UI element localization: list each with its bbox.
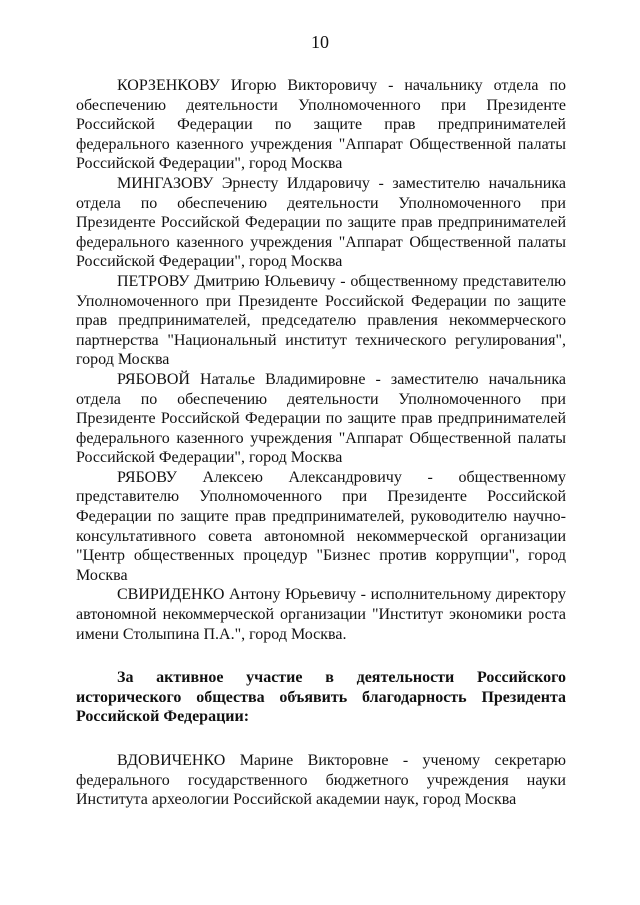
award-paragraph-petrov: ПЕТРОВУ Дмитрию Юльевичу - общественному представителю Уполномоченного при Президенте Российской Федерации по защите прав предпринимателей, председателю правления некоммерческого партнерства "Национальный институт технического регулирования", город Москва — [76, 272, 566, 369]
award-paragraph-ryabov: РЯБОВУ Алексею Александровичу - общественному представителю Уполномоченного при Президенте Российской Федерации по защите прав предпринимателей, руководителю научно-консультативного совета автономной некоммерческой организации "Центр общественных процедур "Бизнес против коррупции", город Москва — [76, 468, 566, 584]
award-paragraph-sviridenko: СВИРИДЕНКО Антону Юрьевичу - исполнительному директору автономной некоммерческой организации "Институт экономики роста имени Столыпина П.А.", город Москва. — [76, 586, 566, 643]
award-paragraph-vdovichenko: ВДОВИЧЕНКО Марине Викторовне - ученому секретарю федерального государственного бюджетного учреждения науки Института археологии Российской академии наук, город Москва — [76, 752, 566, 809]
section-heading: За активное участие в деятельности Российского исторического общества объявить благодарность Президента Российской Федерации: — [76, 669, 566, 726]
document-body — [76, 76, 566, 810]
award-paragraph-ryabova: РЯБОВОЙ Наталье Владимировне - заместителю начальника отдела по обеспечению деятельности Уполномоченного при Президенте Российской Федерации по защите прав предпринимателей федерального казенного учреждения "Аппарат Общественной палаты Российской Федерации", город Москва — [76, 370, 566, 467]
page-number: 10 — [311, 32, 329, 52]
award-paragraph-mingazov: МИНГАЗОВУ Эрнесту Илдаровичу - заместителю начальника отдела по обеспечению деятельности Уполномоченного при Президенте Российской Федерации по защите прав предпринимателей федерального казенного учреждения "Аппарат Общественной палаты Российской Федерации", город Москва — [76, 174, 566, 271]
award-paragraph-korzenkov: КОРЗЕНКОВУ Игорю Викторовичу - начальнику отдела по обеспечению деятельности Уполномоченного при Президенте Российской Федерации по защите прав предпринимателей федерального казенного учреждения "Аппарат Общественной палаты Российской Федерации", город Москва — [76, 77, 566, 173]
